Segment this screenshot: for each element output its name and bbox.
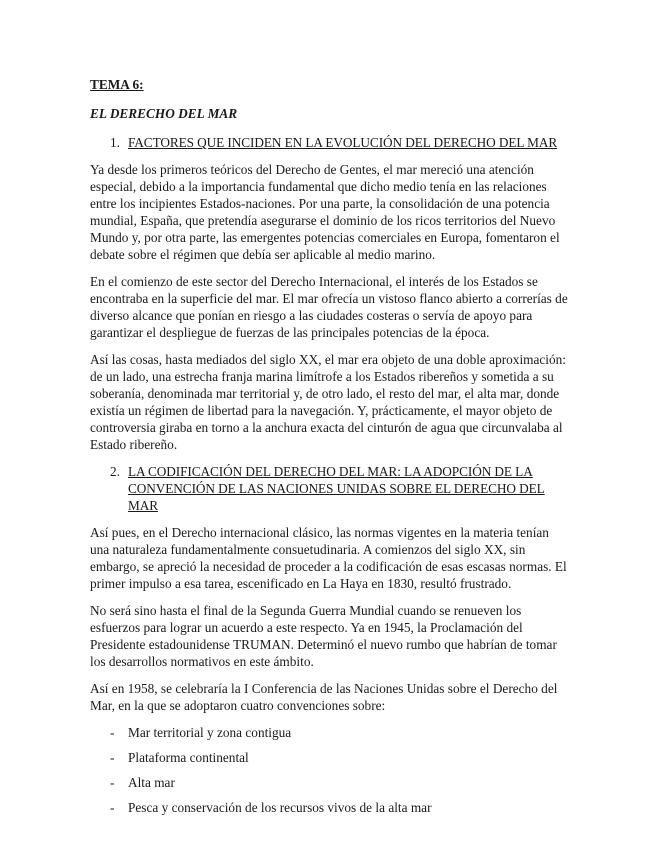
list-marker: - xyxy=(110,750,115,765)
list-item xyxy=(90,799,570,816)
section-title: FACTORES QUE INCIDEN EN LA EVOLUCIÓN DEL DERECHO DEL MAR xyxy=(128,135,558,150)
document-page xyxy=(90,76,570,824)
list-item xyxy=(90,724,570,741)
list-item-text: Pesca y conservación de los recursos vivos de la alta mar xyxy=(128,800,432,815)
list-item xyxy=(90,774,570,791)
list-item-text: Alta mar xyxy=(128,775,175,790)
paragraph: Así en 1958, se celebraría la I Conferencia de las Naciones Unidas sobre el Derecho del Mar, en la que se adoptaron cuatro convenciones sobre: xyxy=(90,681,558,713)
paragraph: No será sino hasta el final de la Segunda Guerra Mundial cuando se renueven los esfuerzos para lograr un acuerdo a este respecto. Ya en 1945, la Proclamación del Presidente estadounidense TRUMAN. Determinó el nuevo rumbo que habrían de tomar los desarrollos normativos en este ámbito. xyxy=(90,603,557,669)
list-marker: - xyxy=(110,725,115,740)
list-item xyxy=(90,749,570,766)
list-marker: - xyxy=(110,800,115,815)
list-marker: - xyxy=(110,775,115,790)
document-title: TEMA 6: xyxy=(90,77,144,92)
paragraph: Así pues, en el Derecho internacional clásico, las normas vigentes en la materia tenían una naturaleza fundamentalmente consuetudinaria. A comienzos del siglo XX, sin embargo, se apreció la necesidad de proceder a la codificación de esas escasas normas. El primer impulso a esa tarea, escenificado en La Haya en 1830, resultó frustrado. xyxy=(90,525,567,591)
paragraph: Ya desde los primeros teóricos del Derecho de Gentes, el mar mereció una atención especial, debido a la importancia fundamental que dicho medio tenía en las relaciones entre los incipientes Estados-naciones. Por una parte, la consolidación de una potencia mundial, España, que pretendía asegurarse el dominio de los ricos territorios del Nuevo Mundo y, por otra parte, las emergentes potencias comerciales en Europa, fomentaron el debate sobre el régimen que debía ser aplicable al medio marino. xyxy=(90,162,560,262)
section-number: 2. xyxy=(110,464,120,479)
section-heading-2 xyxy=(90,463,570,514)
paragraph: Así las cosas, hasta mediados del siglo XX, el mar era objeto de una doble aproximación: de un lado, una estrecha franja marina limítrofe a los Estados ribereños y sometida a su soberanía, denominada mar territorial y, de otro lado, el resto del mar, el alta mar, donde existía un régimen de libertad para la navegación. Y, prácticamente, el mayor objeto de controversia giraba en torno a la anchura exacta del cinturón de agua que circunvalaba al Estado ribereño. xyxy=(90,352,566,452)
list-item-text: Plataforma continental xyxy=(128,750,249,765)
paragraph: En el comienzo de este sector del Derecho Internacional, el interés de los Estados se encontraba en la superficie del mar. El mar ofrecía un vistoso flanco abierto a correrías de diverso alcance que ponían en riesgo a las ciudades costeras o servía de apoyo para garantizar el despliegue de fuerzas de las principales potencias de la época. xyxy=(90,274,568,340)
section-heading-1 xyxy=(90,134,570,151)
document-subtitle: EL DERECHO DEL MAR xyxy=(90,106,238,121)
conventions-list xyxy=(90,724,570,816)
list-item-text: Mar territorial y zona contigua xyxy=(128,725,292,740)
section-title: LA CODIFICACIÓN DEL DERECHO DEL MAR: LA ADOPCIÓN DE LA CONVENCIÓN DE LAS NACIONES UNIDAS SOBRE EL DERECHO DEL MAR xyxy=(128,464,545,513)
section-number: 1. xyxy=(110,135,120,150)
